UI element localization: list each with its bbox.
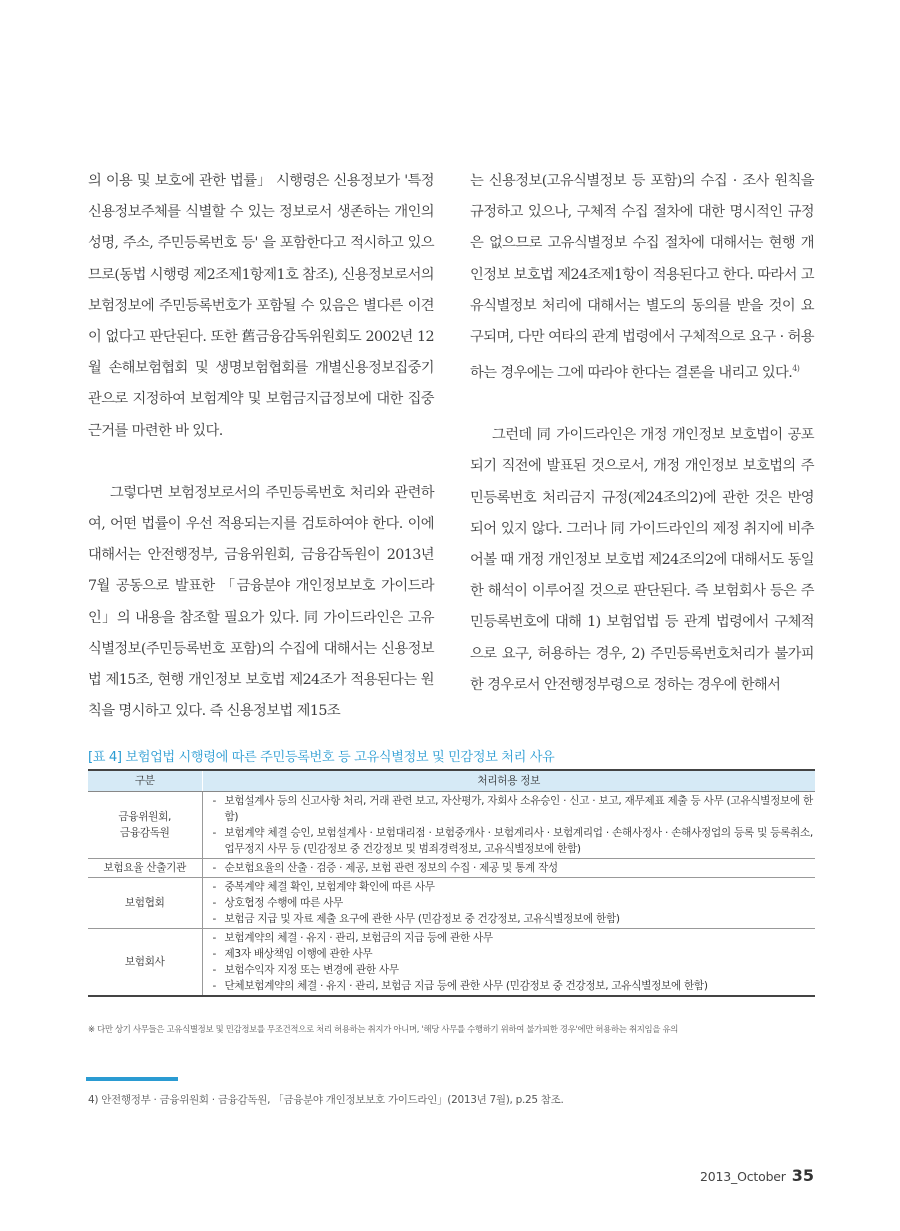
body-paragraph: 그런데 同 가이드라인은 개정 개인정보 보호법이 공포되기 직전에 발표된 것으로서, 개정 개인정보 보호법의 주민등록번호 처리금지 규정(제24조의2)에 관한 것은 반영되어 있지 않다. 그러나 同 가이드라인의 제정 취지에 비추어볼 때 개정 개인정보 보호법 제24조의2에 대해서도 동일한 해석이 이루어질 것으로 판단된다. 즉 보험회사 등은 주민등록번호에 대해 1) 보험업법 등 관계 법령에서 구체적으로 요구, 허용하는 경우, 2) 주민등록번호처리가 불가피한 경우로서 안전행정부령으로 정하는 경우에 한해서 — [470, 427, 814, 693]
dash-bullet: - — [212, 980, 217, 992]
list-item — [203, 879, 816, 895]
list-item — [203, 978, 816, 994]
row-category: 금융위원회, 금융감독원 — [88, 792, 202, 859]
table-note: ※ 다만 상기 사무들은 고유식별정보 및 민감정보를 무조건적으로 처리 허용하는 취지가 아니며, '해당 사무를 수행하기 위하여 불가피한 경우'에만 허용하는 취지임을 유의 — [88, 1024, 679, 1034]
table-caption: [표 4] 보험업법 시행령에 따른 주민등록번호 등 고유식별정보 및 민감정보 처리 사유 — [88, 750, 555, 765]
list-item — [203, 946, 816, 962]
item-text: 보험설계사 등의 신고사항 처리, 거래 관련 보고, 자산평가, 자회사 소유승인 · 신고 · 보고, 재무제표 제출 등 사무 (고유식별정보에 한함) — [224, 795, 813, 823]
dash-bullet: - — [212, 795, 217, 807]
table-row — [88, 792, 815, 859]
header-content: 처리허용 정보 — [202, 770, 815, 792]
paragraph-gap — [88, 447, 434, 478]
table-header-row — [88, 770, 815, 792]
header-category: 구분 — [88, 770, 202, 792]
row-items — [202, 929, 815, 997]
body-paragraph: 의 이용 및 보호에 관한 법률」 시행령은 신용정보가 '특정 신용정보주체를 식별할 수 있는 정보로서 생존하는 개인의 성명, 주소, 주민등록번호 등' 을 포함한다고 적시하고 있으므로(동법 시행령 제2조제1항제1호 참조), 신용정보로서의 보험정보에 주민등록번호가 포함될 수 있음은 별다른 이견이 없다고 판단된다. 또한 舊금융감독위원회도 2002년 12월 손해보험협회 및 생명보험협회를 개별신용정보집중기관으로 지정하여 보험계약 및 보험금지급정보에 대한 집중 근거를 마련한 바 있다. — [88, 173, 434, 439]
dash-bullet: - — [212, 881, 217, 893]
item-text: 순보험요율의 산출 · 검증 · 제공, 보험 관련 정보의 수집 · 제공 및 통계 작성 — [224, 862, 558, 874]
table-row — [88, 859, 815, 878]
row-category: 보험회사 — [88, 929, 202, 997]
body-paragraph — [470, 166, 814, 389]
body-paragraph: 그렇다면 보험정보로서의 주민등록번호 처리와 관련하여, 어떤 법률이 우선 적용되는지를 검토하여야 한다. 이에 대해서는 안전행정부, 금융위원회, 금융감독원이 2013년 7월 공동으로 발표한 「금융분야 개인정보보호 가이드라인」의 내용을 참조할 필요가 있다. 同 가이드라인은 고유식별정보(주민등록번호 포함)의 수집에 대해서는 신용정보법 제15조, 현행 개인정보 보호법 제24조가 적용된다는 원칙을 명시하고 있다. 즉 신용정보법 제15조 — [88, 484, 434, 720]
list-item — [203, 930, 816, 946]
list-item — [203, 825, 816, 857]
dash-bullet: - — [212, 964, 217, 976]
list-item — [203, 793, 816, 825]
row-category: 보험협회 — [88, 878, 202, 929]
data-table — [88, 769, 815, 997]
list-item — [203, 895, 816, 911]
page-number: 35 — [791, 1166, 814, 1185]
dash-bullet: - — [212, 827, 217, 839]
table-body — [88, 792, 815, 997]
dash-bullet: - — [212, 913, 217, 925]
list-item — [203, 860, 816, 876]
issue-label: 2013_October — [700, 1169, 786, 1184]
item-text: 제3자 배상책임 이행에 관한 사무 — [224, 948, 373, 960]
footnote: 4) 안전행정부 · 금융위원회 · 금융감독원, 「금융분야 개인정보보호 가이드라인」(2013년 7월), p.25 참조. — [88, 1094, 564, 1106]
list-item — [203, 911, 816, 927]
row-items — [202, 878, 815, 929]
item-text: 상호협정 수행에 따른 사무 — [224, 897, 343, 909]
item-text: 보험계약의 체결 · 유지 · 관리, 보험금의 지급 등에 관한 사무 — [224, 932, 493, 944]
row-items — [202, 792, 815, 859]
table-row — [88, 929, 815, 997]
item-text: 단체보험계약의 체결 · 유지 · 관리, 보험금 지급 등에 관한 사무 (민감정보 중 건강정보, 고유식별정보에 한함) — [224, 980, 708, 992]
item-text: 보험금 지급 및 자료 제출 요구에 관한 사무 (민감정보 중 건강정보, 고유식별정보에 한함) — [224, 913, 620, 925]
list-item — [203, 962, 816, 978]
footnote-marker[interactable]: 4) — [792, 364, 800, 374]
body-column-right — [470, 166, 814, 701]
item-text: 보험계약 체결 승인, 보험설계사 · 보험대리점 · 보험중개사 · 보험계리사 · 보험계리업 · 손해사정사 · 손해사정업의 등록 및 등록취소, 업무정지 사무 등 (민감정보 중 건강정보 및 범죄경력정보, 고유식별정보에 한함) — [224, 827, 813, 855]
row-items — [202, 859, 815, 878]
paragraph-gap — [470, 389, 814, 420]
item-text: 보험수익자 지정 또는 변경에 관한 사무 — [224, 964, 399, 976]
row-category: 보험요율 산출기관 — [88, 859, 202, 878]
table-row — [88, 878, 815, 929]
dash-bullet: - — [212, 862, 217, 874]
paragraph-text: 는 신용정보(고유식별정보 등 포함)의 수집 · 조사 원칙을 규정하고 있으나, 구체적 수집 절차에 대한 명시적인 규정은 없으므로 고유식별정보 수집 절차에 대해서는 현행 개인정보 보호법 제24조제1항이 적용된다고 한다. 따라서 고유식별정보 처리에 대해서는 별도의 동의를 받을 것이 요구되며, 다만 여타의 관계 법령에서 구체적으로 요구 · 허용하는 경우에는 그에 따라야 한다는 결론을 내리고 있다. — [470, 173, 814, 381]
body-column-left — [88, 166, 434, 727]
page-folio — [700, 1166, 814, 1185]
dash-bullet: - — [212, 948, 217, 960]
item-text: 중복계약 체결 확인, 보험계약 확인에 따른 사무 — [224, 881, 435, 893]
footnote-rule — [86, 1077, 178, 1081]
dash-bullet: - — [212, 897, 217, 909]
dash-bullet: - — [212, 932, 217, 944]
